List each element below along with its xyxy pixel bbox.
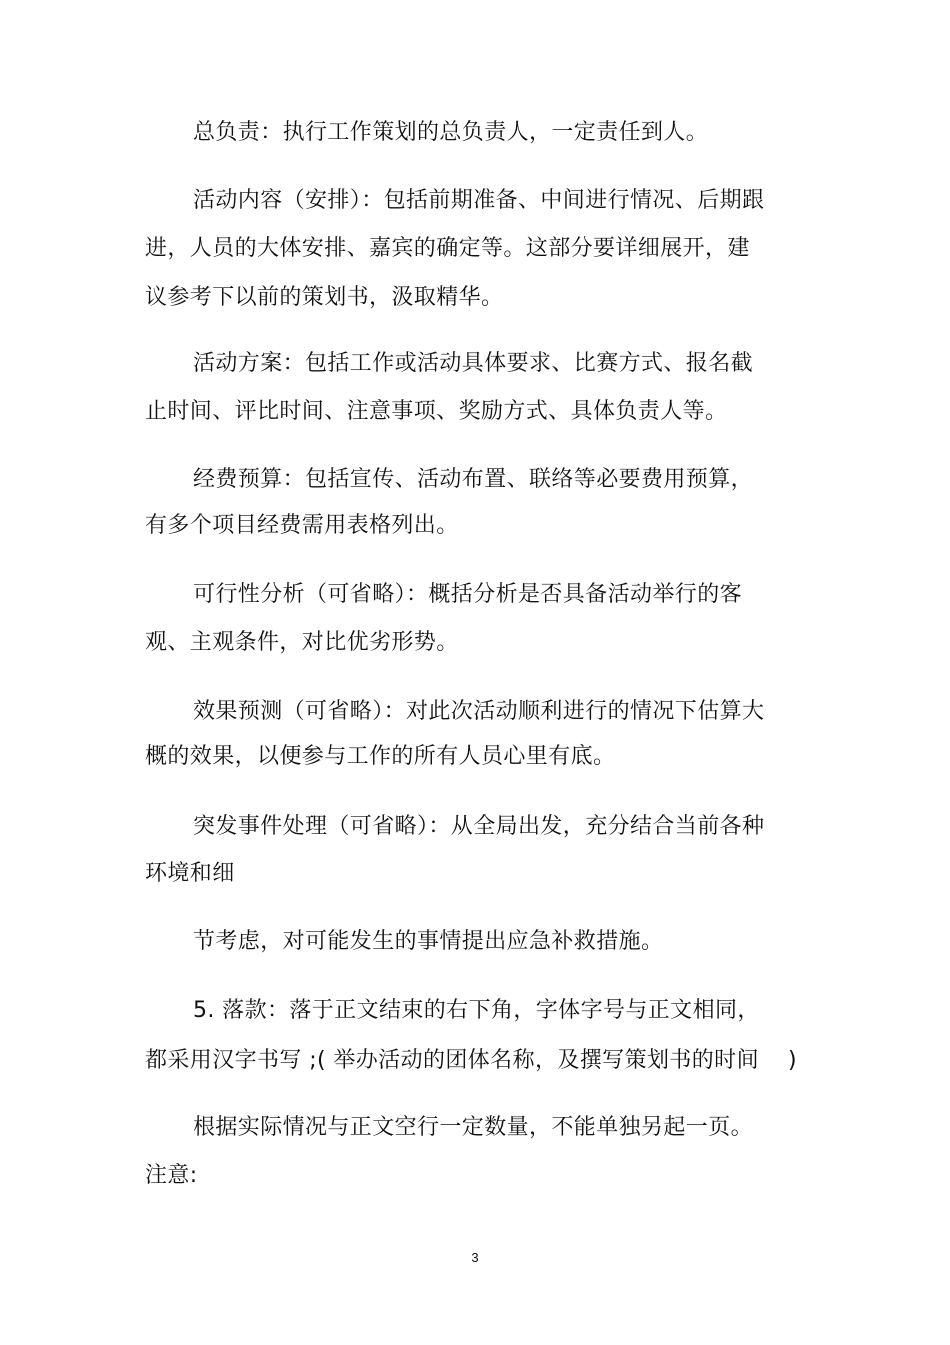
page-number: 3 (471, 1250, 479, 1265)
paragraph-line: 节考虑，对可能发生的事情提出应急补救措施。 (193, 929, 664, 954)
paragraph-line: 效果预测（可省略）：对此次活动顺利进行的情况下估算大 (193, 699, 765, 724)
closing-parenthesis: ) (788, 1048, 797, 1073)
paragraph-line: 经费预算：包括宣传、活动布置、联络等必要费用预算， (193, 467, 754, 492)
paragraph-line: 注意: (145, 1163, 198, 1188)
paragraph-line: 有多个项目经费需用表格列出。 (145, 513, 459, 538)
paragraph-line: 进，人员的大体安排、嘉宾的确定等。这部分要详细展开，建 (145, 236, 750, 261)
paragraph-line: 环境和细 (145, 861, 235, 886)
paragraph-line: 观、主观条件，对比优劣形势。 (145, 630, 459, 655)
paragraph-line: 突发事件处理（可省略）：从全局出发，充分结合当前各种 (193, 814, 765, 839)
paragraph-line: 根据实际情况与正文空行一定数量，不能单独另起一页。 (193, 1115, 754, 1140)
paragraph-line: 止时间、评比时间、注意事项、奖励方式、具体负责人等。 (145, 399, 728, 424)
paragraph-line: 可行性分析（可省略）：概括分析是否具备活动举行的客 (193, 582, 743, 607)
paragraph-line: 概的效果，以便参与工作的所有人员心里有底。 (145, 744, 616, 769)
paragraph-line: 5. 落款：落于正文结束的右下角，字体字号与正文相同， (193, 998, 760, 1023)
paragraph-line: 活动方案：包括工作或活动具体要求、比赛方式、报名截 (193, 351, 754, 376)
paragraph-line: 都采用汉字书写 ;( 举办活动的团体名称，及撰写策划书的时间 (145, 1048, 759, 1073)
paragraph-line: 议参考下以前的策划书，汲取精华。 (145, 285, 504, 310)
paragraph-line: 总负责：执行工作策划的总负责人，一定责任到人。 (193, 120, 709, 145)
paragraph-line: 活动内容（安排）：包括前期准备、中间进行情况、后期跟 (193, 188, 765, 213)
